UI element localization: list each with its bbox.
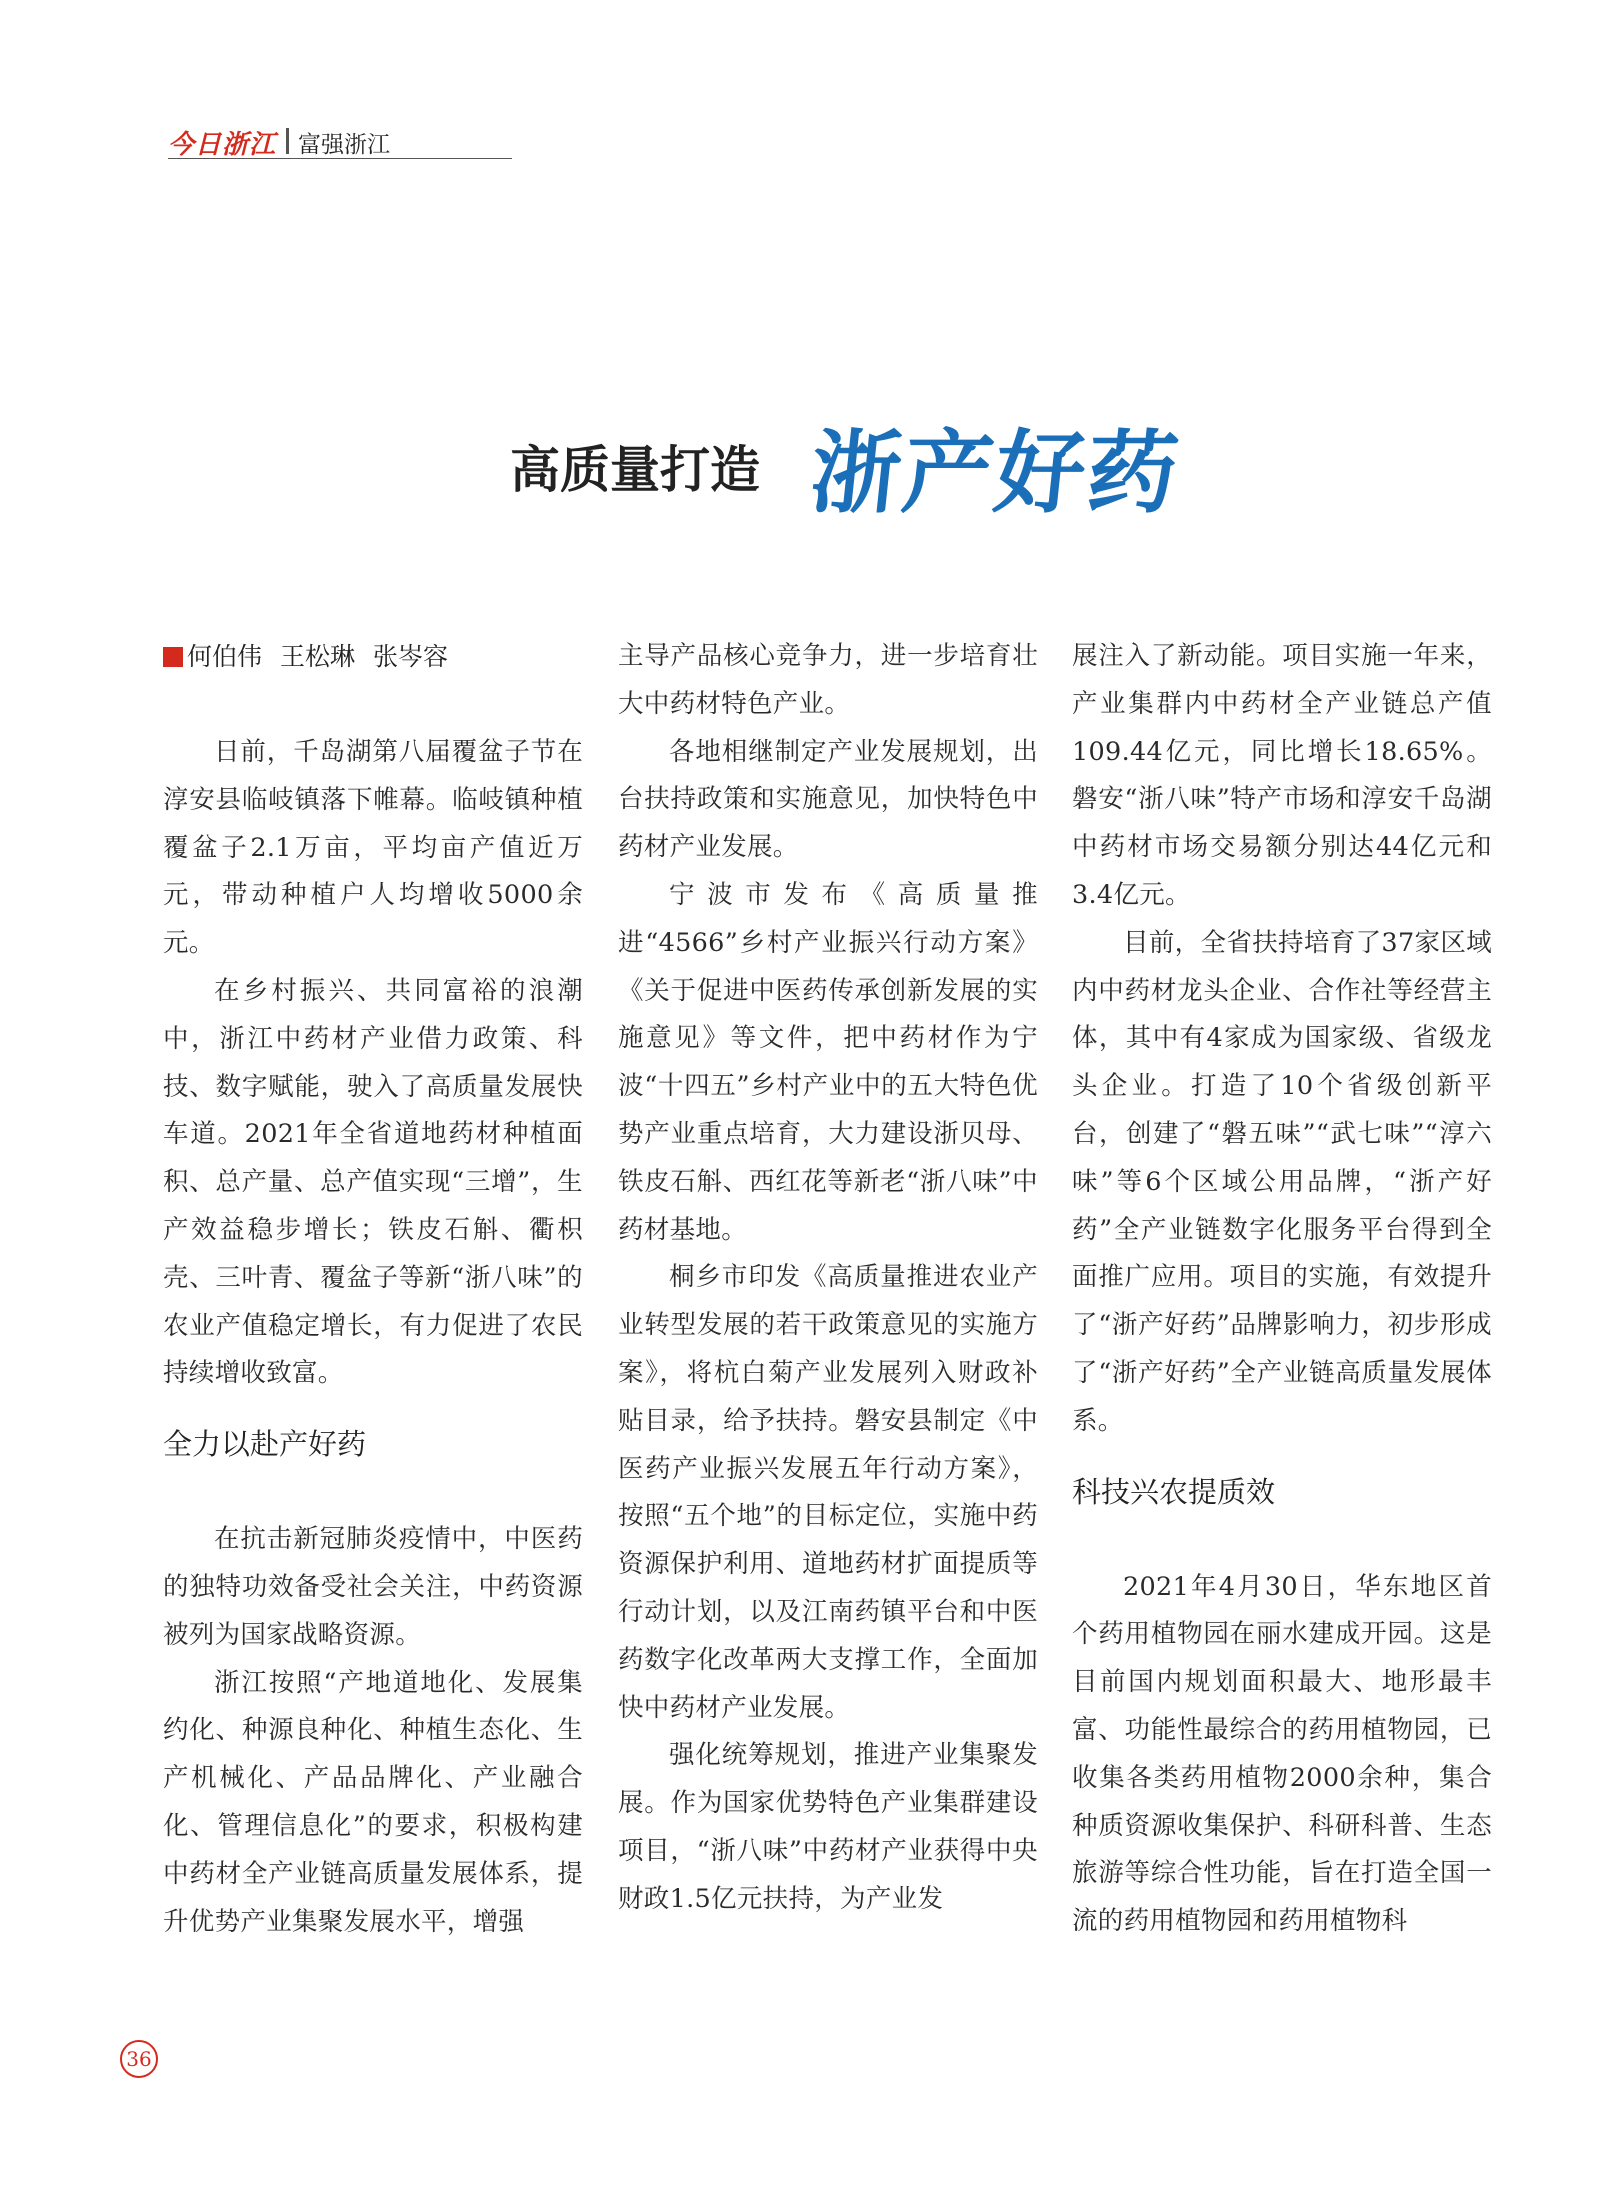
title-highlight: 浙产好药 (805, 421, 1185, 526)
paragraph: 各地相继制定产业发展规划，出台扶持政策和实施意见，加快特色中药材产业发展。 (618, 736, 1038, 863)
paragraph: 在抗击新冠肺炎疫情中，中医药的独特功效备受社会关注，中药资源被列为国家战略资源。 (163, 1524, 583, 1650)
magazine-logo: 今日浙江 (168, 130, 277, 160)
author: 何伯伟 (187, 642, 263, 671)
header-divider (286, 128, 289, 154)
author: 王松琳 (280, 642, 356, 671)
section-heading: 科技兴农提质效 (1072, 1474, 1276, 1509)
column-1 (163, 633, 583, 1946)
running-header (168, 124, 512, 159)
section-heading: 全力以赴产好药 (163, 1427, 367, 1462)
paragraph: 强化统筹规划，推进产业集聚发展。作为国家优势特色产业集群建设项目，“浙八味”中药材产业获得中央财政1.5亿元扶持，为产业发 (618, 1740, 1038, 1914)
paragraph: 宁波市发布《高质量推进“4566”乡村产业振兴行动方案》《关于促进中医药传承创新发展的实施意见》等文件，把中药材作为宁波“十四五”乡村产业中的五大特色优势产业重点培育，大力建设浙贝母、铁皮石斛、西红花等新老“浙八味”中药材基地。 (618, 879, 1038, 1245)
page-number: 36 (120, 2040, 158, 2078)
paragraph: 展注入了新动能。项目实施一年来，产业集群内中药材全产业链总产值109.44亿元，同比增长18.65%。磐安“浙八味”特产市场和淳安千岛湖中药材市场交易额分别达44亿元和3.4亿元。 (1072, 641, 1492, 910)
paragraph: 2021年4月30日，华东地区首个药用植物园在丽水建成开园。这是目前国内规划面积最大、地形最丰富、功能性最综合的药用植物园，已收集各类药用植物2000余种，集合种质资源收集保护、科研科普、生态旅游等综合性功能，旨在打造全国一流的药用植物园和药用植物科 (1072, 1571, 1492, 1937)
byline (163, 633, 583, 681)
author: 张岑容 (373, 642, 449, 671)
section-name: 富强浙江 (298, 132, 390, 158)
byline-marker-icon (163, 647, 183, 667)
paragraph: 桐乡市印发《高质量推进农业产业转型发展的若干政策意见的实施方案》，将杭白菊产业发展列入财政补贴目录，给予扶持。磐安县制定《中医药产业振兴发展五年行动方案》，按照“五个地”的目标定位，实施中药资源保护利用、道地药材扩面提质等行动计划，以及江南药镇平台和中医药数字化改革两大支撑工作，全面加快中药材产业发展。 (618, 1262, 1038, 1723)
paragraph: 目前，全省扶持培育了37家区域内中药材龙头企业、合作社等经营主体，其中有4家成为国家级、省级龙头企业。打造了10个省级创新平台，创建了“磐五味”“武七味”“淳六味”等6个区域公用品牌，“浙产好药”全产业链数字化服务平台得到全面推广应用。项目的实施，有效提升了“浙产好药”品牌影响力，初步形成了“浙产好药”全产业链高质量发展体系。 (1072, 927, 1492, 1436)
paragraph: 在乡村振兴、共同富裕的浪潮中，浙江中药材产业借力政策、科技、数字赋能，驶入了高质量发展快车道。2021年全省道地药材种植面积、总产量、总产值实现“三增”，生产效益稳步增长；铁皮石斛、衢枳壳、三叶青、覆盆子等新“浙八味”的农业产值稳定增长，有力促进了农民持续增收致富。 (163, 975, 583, 1389)
column-3 (1072, 633, 1492, 1946)
paragraph: 浙江按照“产地道地化、发展集约化、种源良种化、种植生态化、生产机械化、产品品牌化、产业融合化、管理信息化”的要求，积极构建中药材全产业链高质量发展体系，提升优势产业集聚发展水平，增强 (163, 1667, 583, 1937)
paragraph: 日前，千岛湖第八届覆盆子节在淳安县临岐镇落下帷幕。临岐镇种植覆盆子2.1万亩，平均亩产值近万元，带动种植户人均增收5000余元。 (163, 737, 583, 959)
paragraph: 主导产品核心竞争力，进一步培育壮大中药材特色产业。 (618, 641, 1038, 719)
column-2 (618, 633, 1038, 1924)
title-lead: 高质量打造 (510, 440, 760, 499)
